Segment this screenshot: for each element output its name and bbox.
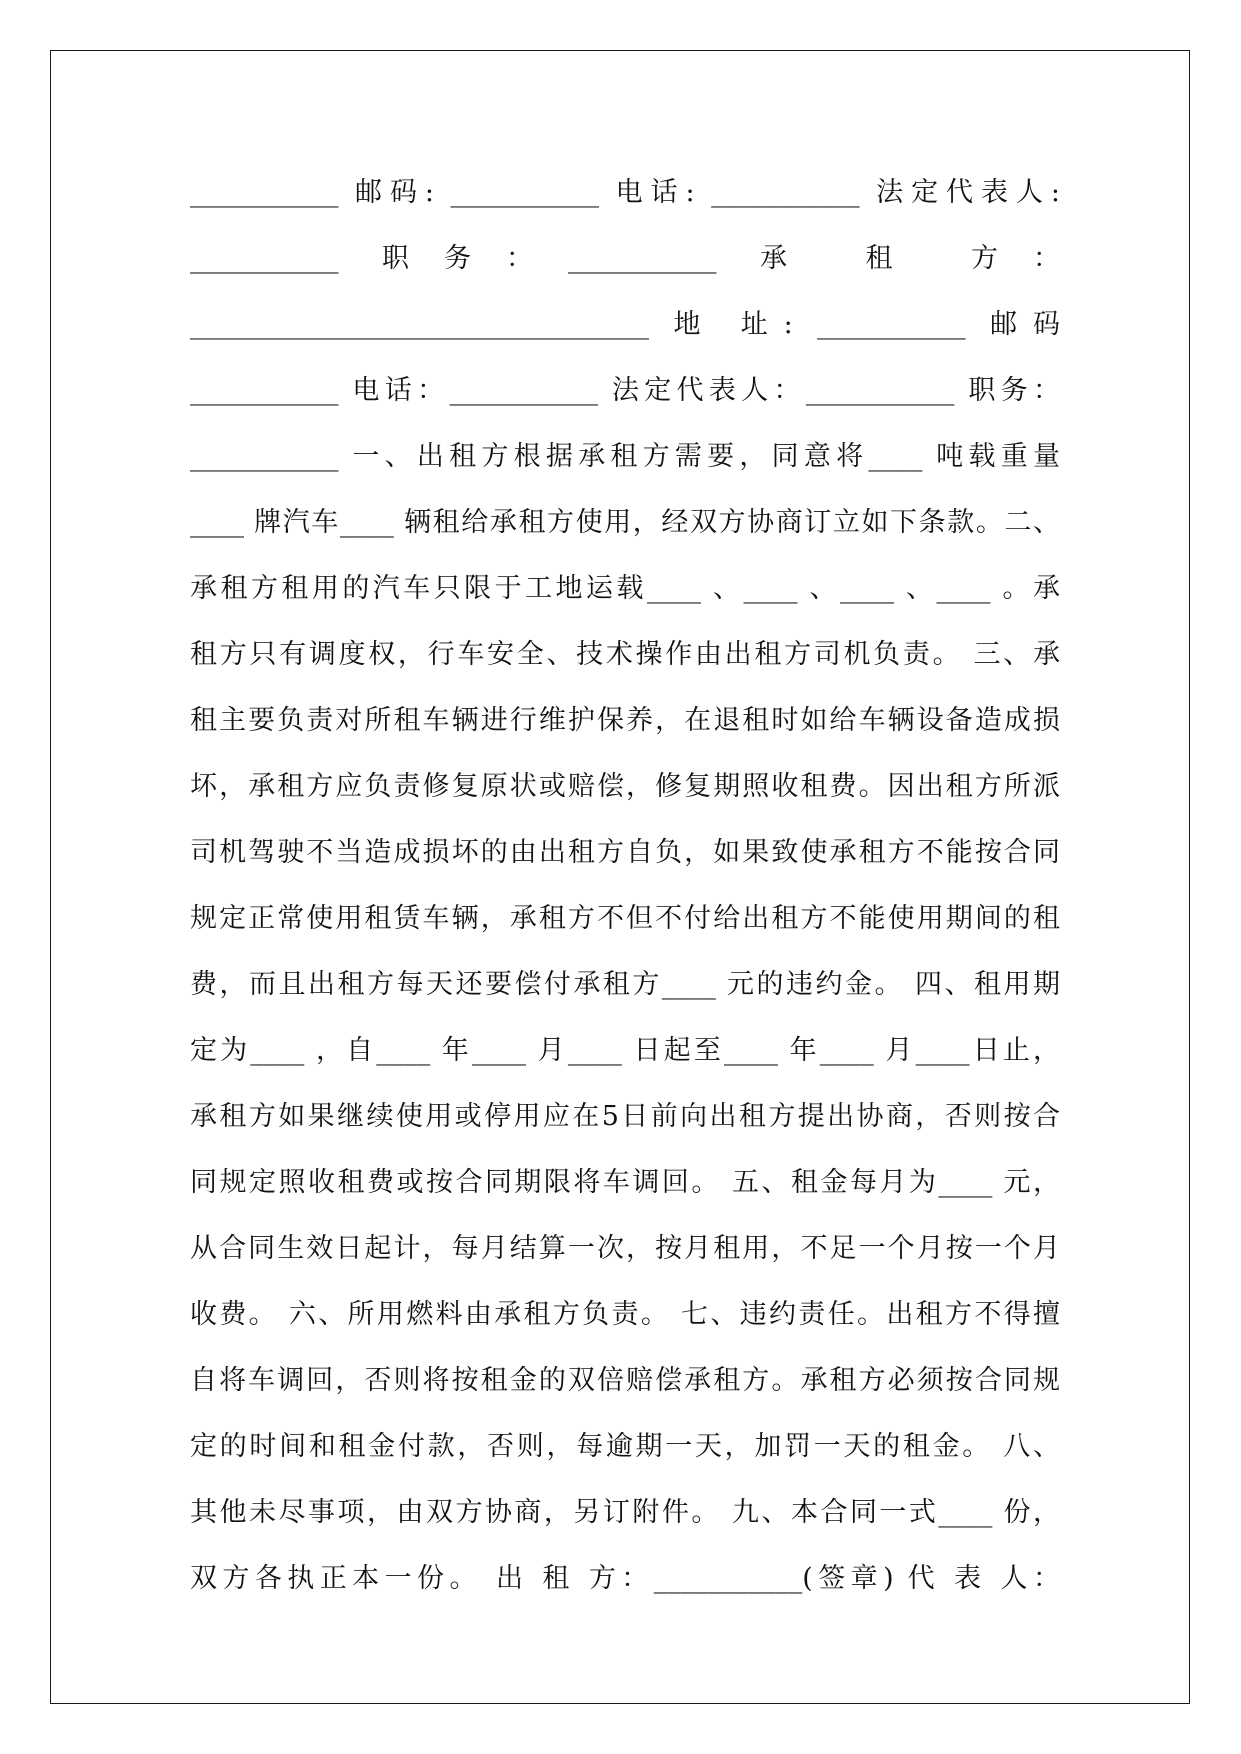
text-line: ___________ 电话：___________ 法定代表人：___________ 职务： [190,375,1060,406]
text-line: ___________ 邮码: ___________ 电话: ___________ 法定代表人: [190,177,1060,208]
text-line: 从合同生效日起计，每月结算一次，按月租用，不足一个月按一个月 [190,1233,1060,1264]
text-line: 租主要负责对所租车辆进行维护保养，在退租时如给车辆设备造成损 [190,705,1060,736]
text-line: 双方各执正本一份。 出 租 方：___________(签章) 代 表 人： [190,1563,1060,1594]
text-line: 承租方如果继续使用或停用应在5日前向出租方提出协商，否则按合 [190,1101,1060,1132]
text-line: 坏，承租方应负责修复原状或赔偿，修复期照收租费。因出租方所派 [190,771,1060,802]
text-line: ___________ 职务：___________ 承 租 方： [190,243,1060,274]
text-line: 同规定照收租费或按合同期限将车调回。 五、租金每月为____ 元， [190,1167,1060,1198]
text-line: 收费。 六、所用燃料由承租方负责。 七、违约责任。出租方不得擅 [190,1299,1060,1330]
text-line: 定的时间和租金付款，否则，每逾期一天，加罚一天的租金。 八、 [190,1431,1060,1462]
text-line: 租方只有调度权，行车安全、技术操作由出租方司机负责。 三、承 [190,639,1060,670]
text-line: 费，而且出租方每天还要偿付承租方____ 元的违约金。 四、租用期 [190,969,1060,1000]
text-line: 司机驾驶不当造成损坏的由出租方自负，如果致使承租方不能按合同 [190,837,1060,868]
text-line: 规定正常使用租赁车辆，承租方不但不付给出租方不能使用期间的租 [190,903,1060,934]
text-line: __________________________________ 地 址: ___________ 邮码 [190,309,1060,340]
contract-body [190,160,1060,1612]
text-line: ___________ 一、出租方根据承租方需要，同意将____ 吨载重量 [190,441,1060,472]
text-line: ____ 牌汽车____ 辆租给承租方使用，经双方协商订立如下条款。二、 [190,507,1060,538]
text-line: 承租方租用的汽车只限于工地运载____ 、____ 、____ 、____ 。承 [190,573,1060,604]
text-line: 自将车调回，否则将按租金的双倍赔偿承租方。承租方必须按合同规 [190,1365,1060,1396]
text-line: 定为____ ，自____ 年____ 月____ 日起至____ 年____ 月____日止， [190,1035,1060,1066]
text-line: 其他未尽事项，由双方协商，另订附件。 九、本合同一式____ 份， [190,1497,1060,1528]
